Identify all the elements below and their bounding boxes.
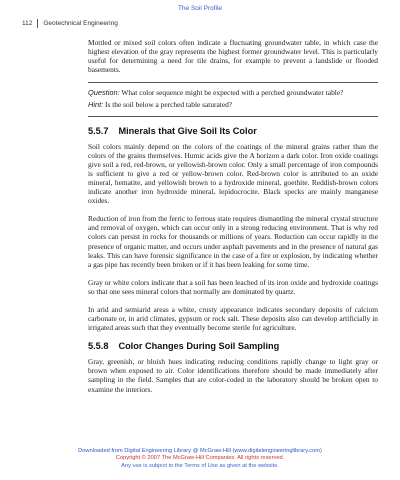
- question-paragraph: [88, 88, 378, 97]
- box-bottom-rule: [88, 116, 378, 117]
- footer-download-link[interactable]: Downloaded from Digital Engineering Library @ McGraw-Hill (www.digitalengineeringlibrary.com): [78, 447, 322, 454]
- section-number: 5.5.8: [88, 341, 109, 352]
- running-head-text: Geotechnical Engineering: [43, 20, 118, 27]
- paragraph: Reduction of iron from the ferric to ferrous state requires dismantling the mineral crystal structure and removal of oxygen, which can occur only in a strong reducing environment. That is why red colors can persist in rocks for thousands or millions of years. Reduction can occur rapidly in the presence of organic matter, and occurs under asphalt pavements and in the presence of natural gas leaks. This can have forensic significance in the case of a fire or explosion, by indicating whether a gas pipe has recently been broken or if it has been leaking for some time.: [88, 214, 378, 269]
- footer-copyright: Copyright © 2007 The McGraw-Hill Companies. All rights reserved.: [115, 455, 285, 462]
- section-number: 5.5.7: [88, 125, 109, 136]
- hint-text: Is the soil below a perched table saturated?: [103, 100, 233, 110]
- header-divider: [37, 19, 38, 28]
- question-text: What color sequence might be expected with a perched groundwater table?: [119, 88, 344, 98]
- footer-terms-link[interactable]: Any use is subject to the Terms of Use as given at the website.: [121, 463, 279, 470]
- page-number: 112: [22, 20, 33, 27]
- hint-label: Hint:: [88, 100, 104, 110]
- section-title: Color Changes During Soil Sampling: [118, 341, 280, 352]
- paragraph: Soil colors mainly depend on the colors of the coatings of the mineral grains rather than the colors of the grains themselves. Humic acids give the A horizon a dark color. Iron oxide coatings give soil a red, red-brown, or yellowish-brown color. Only a small percentage of iron compounds is sufficient to give a red or yellow-brown color. Red-brown color is attributed to an oxide mineral, hematite, and yellowish brown to a hydroxide mineral, goethite. Reddish-brown colors indicate another iron hydroxide mineral, lepidocrocite. Black specks are mainly manganese oxides.: [88, 141, 378, 206]
- page-header-title: The Soil Profile: [177, 5, 223, 12]
- question-box: [88, 83, 378, 115]
- paragraph: Gray or white colors indicate that a soil has been leached of its iron oxide and hydroxide coatings so that one sees mineral colors that normally are dominated by quartz.: [88, 277, 378, 296]
- running-header: [22, 19, 118, 28]
- intro-paragraph: Mottled or mixed soil colors often indicate a fluctuating groundwater table, in which case the highest elevation of the gray represents the highest former groundwater level. This is particularly useful for determining a need for tile drains, for example to prevent a landslide or flooded basements.: [88, 38, 378, 75]
- page-footer: [0, 448, 400, 471]
- section-title: Minerals that Give Soil Its Color: [118, 125, 257, 136]
- paragraph: Gray, greenish, or bluish hues indicating reducing conditions rapidly change to light gray or brown when exposed to air. Color identifications therefore should be made immediately after sampling in the field. Samples that are color-coded in the laboratory should be broken open to examine the interiors.: [88, 357, 378, 394]
- paragraph: In arid and semiarid areas a white, crusty appearance indicates secondary deposits of calcium carbonate or, in arid climates, gypsum or rock salt. These deposits also can develop artificially in irrigated areas such that they eventually become sterile for agriculture.: [88, 304, 378, 333]
- main-content: [88, 38, 378, 403]
- question-label: Question:: [88, 88, 120, 98]
- section-heading-557: [88, 126, 378, 136]
- hint-paragraph: [88, 100, 378, 109]
- section-heading-558: [88, 341, 378, 351]
